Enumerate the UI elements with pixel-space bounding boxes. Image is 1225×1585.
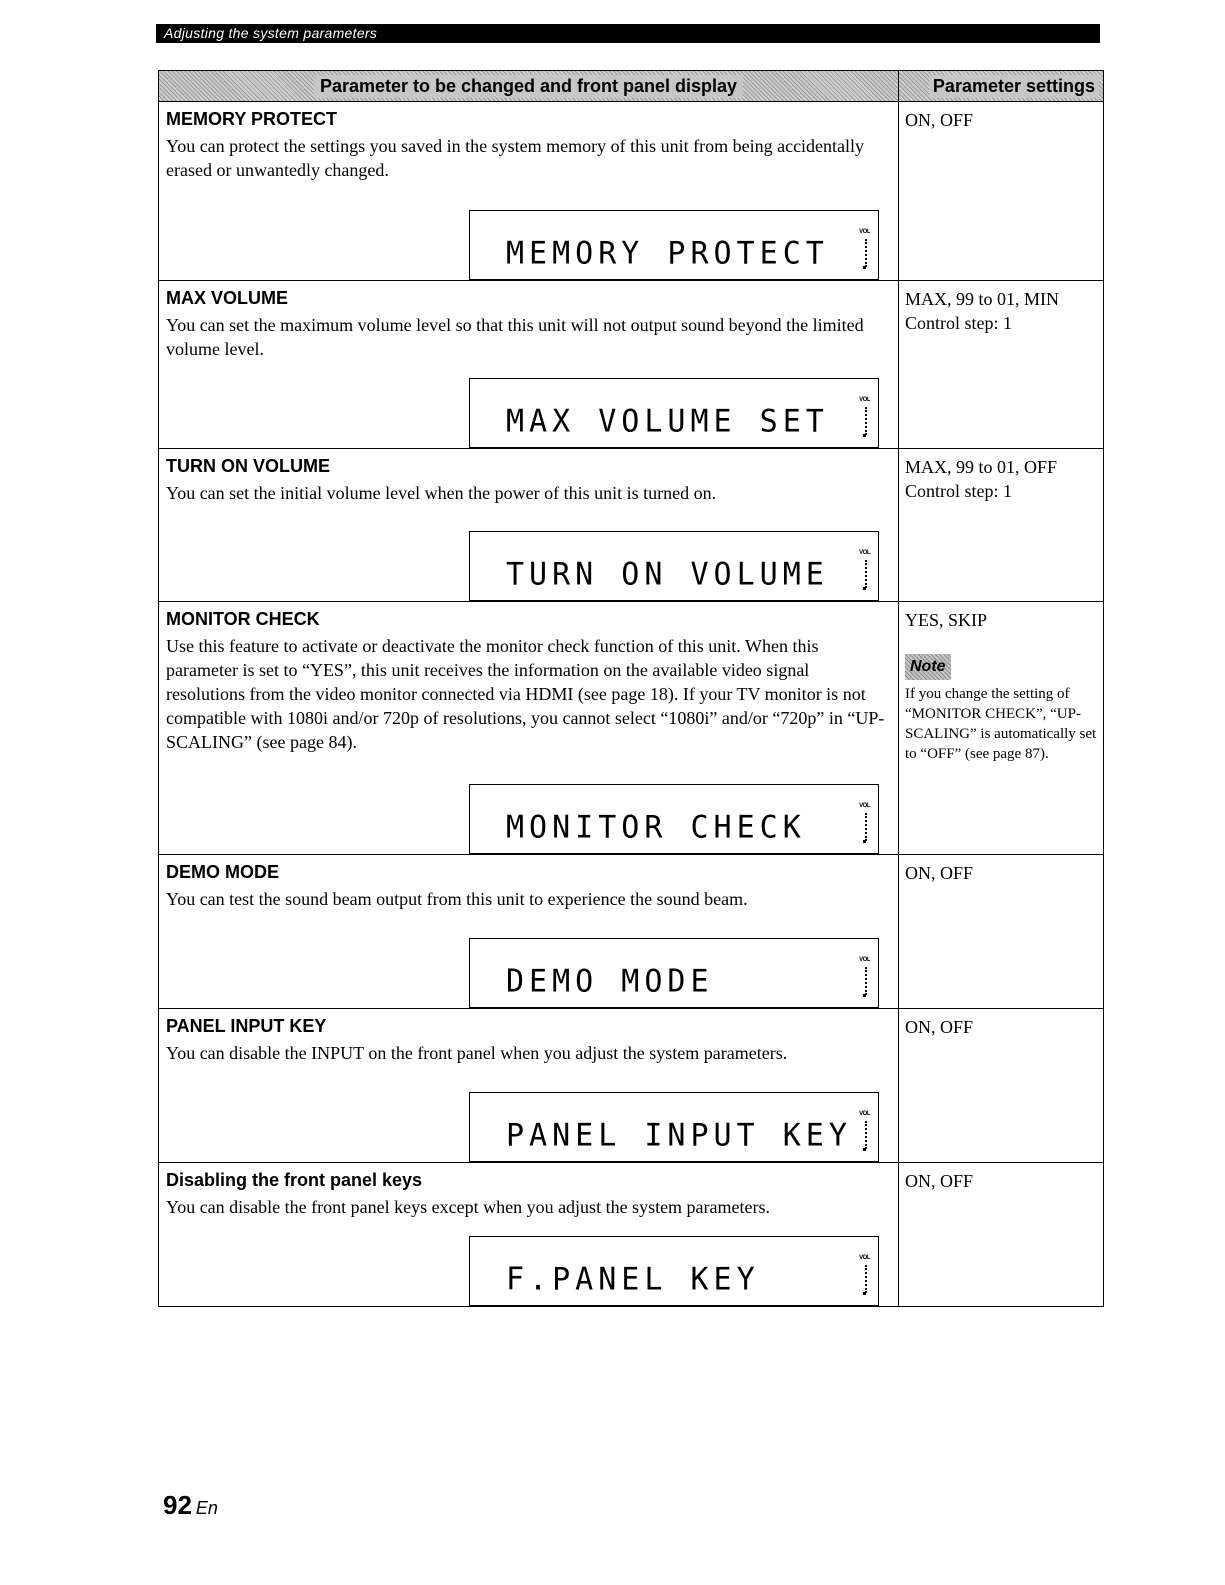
param-title: Disabling the front panel keys: [166, 1170, 423, 1190]
settings-values: ON, OFF: [905, 863, 974, 883]
param-description-cell: [159, 449, 899, 601]
vol-label: VOL: [859, 803, 870, 809]
front-panel-display: [469, 531, 879, 601]
page-language: En: [195, 1498, 218, 1518]
param-description-cell: [159, 1163, 899, 1306]
param-title: DEMO MODE: [166, 862, 280, 882]
vol-label: VOL: [859, 229, 870, 235]
param-description-cell: [159, 1009, 899, 1162]
settings-values: ON, OFF: [905, 110, 974, 130]
vol-label: VOL: [859, 1111, 870, 1117]
front-panel-display: [469, 784, 879, 854]
front-panel-display: [469, 210, 879, 280]
parameter-table: [158, 70, 1104, 1307]
param-description: You can disable the INPUT on the front panel when you adjust the system parameters.: [166, 1043, 788, 1063]
param-description-cell: [159, 855, 899, 1008]
param-row-demo-mode: [159, 855, 1103, 1009]
vol-label: VOL: [859, 397, 870, 403]
param-settings-cell: [899, 1163, 1103, 1306]
vol-label: VOL: [859, 957, 870, 963]
page-number-value: 92: [163, 1490, 192, 1520]
note-text: If you change the setting of “MONITOR CHECK”, “UP-SCALING” is automatically set to “OFF” (see page 87).: [905, 686, 1097, 762]
param-title: TURN ON VOLUME: [166, 456, 330, 476]
param-description: You can set the maximum volume level so that this unit will not output sound beyond the limited volume level.: [166, 315, 864, 359]
table-header-left: [159, 71, 899, 101]
display-text: F.PANEL KEY: [506, 1261, 760, 1298]
table-header-right: [899, 71, 1103, 101]
section-header-title: Adjusting the system parameters: [164, 25, 378, 41]
settings-values: ON, OFF: [905, 1017, 974, 1037]
display-text: TURN ON VOLUME: [506, 556, 829, 593]
param-settings-cell: [899, 602, 1103, 854]
param-settings-cell: [899, 102, 1103, 280]
settings-values: MAX, 99 to 01, OFF: [905, 457, 1058, 477]
param-row-front-panel-keys: [159, 1163, 1103, 1306]
param-title: MEMORY PROTECT: [166, 109, 338, 129]
display-text: DEMO MODE: [506, 963, 714, 1000]
param-description-cell: [159, 281, 899, 448]
header-settings-label: Parameter settings: [929, 75, 1099, 98]
param-settings-cell: [899, 281, 1103, 448]
header-parameter-label: Parameter to be changed and front panel display: [314, 75, 743, 98]
volume-indicator-icon: [858, 229, 870, 273]
param-description: You can set the initial volume level when the power of this unit is turned on.: [166, 483, 717, 503]
param-row-panel-input-key: [159, 1009, 1103, 1163]
param-description: You can test the sound beam output from this unit to experience the sound beam.: [166, 889, 748, 909]
param-row-monitor-check: [159, 602, 1103, 855]
section-header-bar: [156, 24, 1100, 43]
page-number: [163, 1490, 218, 1521]
settings-control-step: Control step: 1: [905, 481, 1012, 501]
param-description: You can disable the front panel keys except when you adjust the system parameters.: [166, 1197, 771, 1217]
param-title: MONITOR CHECK: [166, 609, 320, 629]
volume-indicator-icon: [858, 803, 870, 847]
display-text: PANEL INPUT KEY: [506, 1117, 852, 1154]
param-title: MAX VOLUME: [166, 288, 289, 308]
front-panel-display: [469, 378, 879, 448]
display-text: MEMORY PROTECT: [506, 235, 829, 272]
front-panel-display: [469, 938, 879, 1008]
vol-label: VOL: [859, 550, 870, 556]
param-row-memory-protect: [159, 102, 1103, 281]
param-row-turn-on-volume: [159, 449, 1103, 602]
param-description: You can protect the settings you saved in the system memory of this unit from being accidentally erased or unwantedly changed.: [166, 136, 865, 180]
param-title: PANEL INPUT KEY: [166, 1016, 327, 1036]
settings-values: ON, OFF: [905, 1171, 974, 1191]
param-description-cell: [159, 102, 899, 280]
display-text: MONITOR CHECK: [506, 809, 806, 846]
param-settings-cell: [899, 449, 1103, 601]
param-description: Use this feature to activate or deactivate the monitor check function of this unit. When this parameter is set to “YES”, this unit receives the information on the available video signal resolutions from the video monitor connected via HDMI (see page 18). If your TV monitor is not compatible with 1080i and/or 720p of resolutions, you cannot select “1080i” and/or “720p” in “UP-SCALING” (see page 84).: [166, 636, 885, 752]
settings-control-step: Control step: 1: [905, 313, 1012, 333]
settings-values: MAX, 99 to 01, MIN: [905, 289, 1060, 309]
param-description-cell: [159, 602, 899, 854]
volume-indicator-icon: [858, 957, 870, 1001]
volume-indicator-icon: [858, 397, 870, 441]
front-panel-display: [469, 1236, 879, 1306]
front-panel-display: [469, 1092, 879, 1162]
param-settings-cell: [899, 855, 1103, 1008]
volume-indicator-icon: [858, 1255, 870, 1299]
param-settings-cell: [899, 1009, 1103, 1162]
table-header: [159, 71, 1103, 102]
vol-label: VOL: [859, 1255, 870, 1261]
volume-indicator-icon: [858, 550, 870, 594]
param-row-max-volume: [159, 281, 1103, 449]
note-badge: Note: [905, 654, 951, 680]
volume-indicator-icon: [858, 1111, 870, 1155]
display-text: MAX VOLUME SET: [506, 403, 829, 440]
settings-values: YES, SKIP: [905, 610, 988, 630]
